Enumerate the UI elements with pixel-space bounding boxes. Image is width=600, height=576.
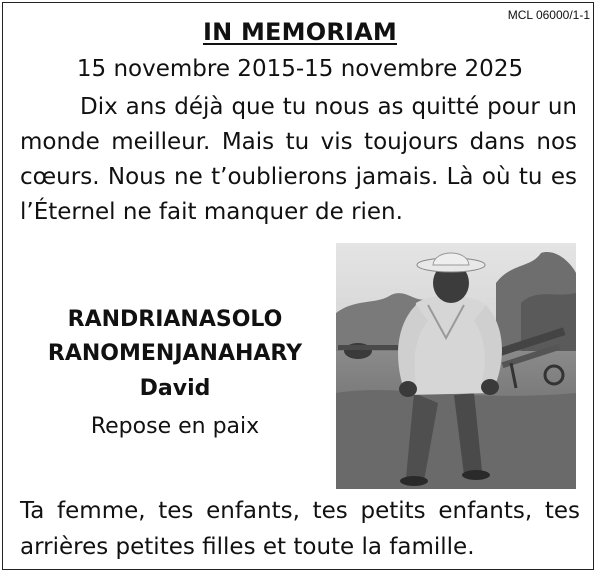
deceased-first-name: David	[139, 376, 211, 401]
family-closing: Ta femme, tes enfants, tes petits enfants, tes arrières petites filles et toute la famille.	[20, 498, 580, 560]
portrait-photo	[336, 243, 576, 489]
reference-code: MCL 06000/1-1	[507, 8, 590, 22]
deceased-middle-name: RANOMENJANAHARY	[47, 341, 303, 366]
deceased-name-block	[30, 303, 320, 447]
notice-title: IN MEMORIAM	[202, 18, 397, 46]
rest-in-peace-text: Repose en paix	[90, 414, 260, 439]
memorial-dates: 15 novembre 2015-15 novembre 2025	[76, 56, 524, 82]
memorial-message: Dix ans déjà que tu nous as quitté pour un monde meilleur. Mais tu vis toujours dans nos cœurs. Nous ne t’oublierons jamais. Là où tu es l’Éternel ne fait manquer de rien.	[20, 94, 577, 225]
deceased-surname: RANDRIANASOLO	[67, 307, 283, 332]
